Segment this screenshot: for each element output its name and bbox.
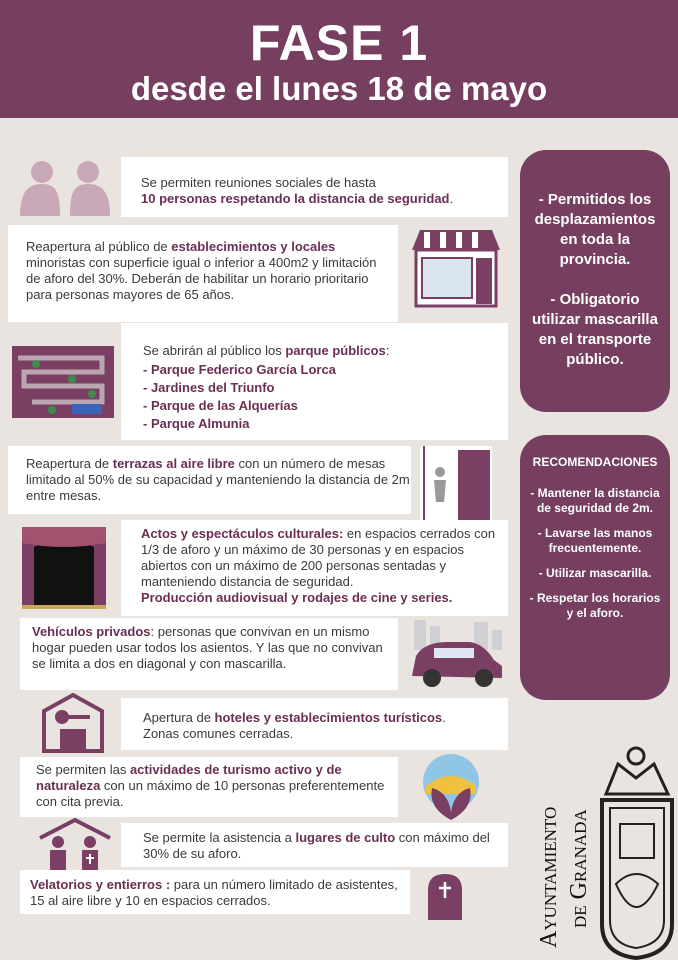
item-4-post: con un número de mesas limitado al 50% de su capacidad y manteniendo la distancia de 2m entre mesas.: [26, 456, 410, 503]
item-nature-tourism: [20, 757, 398, 817]
item-10-highlight: Velatorios y entierros :: [30, 877, 171, 892]
item-10-post: para un número limitado de asistentes, 15 al aire libre y 10 en espacios cerrados.: [30, 877, 398, 908]
item-8-highlight: actividades de turismo activo y de naturaleza: [36, 762, 342, 793]
item-9-post: con máximo del 30% de su aforo.: [143, 830, 490, 861]
park-list-item: - Jardines del Triunfo: [143, 380, 275, 395]
item-hotels: [121, 698, 508, 750]
car-icon: [404, 616, 510, 694]
park-list-item: - Parque Almunia: [143, 416, 250, 431]
item-5-highlight: Actos y espectáculos culturales:: [141, 526, 344, 541]
item-2-post: minoristas con superficie igual o inferior a 400m2 y limitación de aforo del 30%. Deberán de habilitar un horario prioritario para personas mayores de 65 años.: [26, 255, 377, 302]
page-title: FASE 1: [249, 15, 429, 71]
item-places-of-worship: [121, 823, 508, 867]
theater-stage-icon: [22, 527, 106, 609]
park-list-item: - Parque de las Alquerías: [143, 398, 298, 413]
item-2-pre: Reapertura al público de: [26, 239, 172, 254]
ayuntamiento-logo-text: [528, 780, 598, 950]
item-6-post: : personas que convivan en un mismo hogar pueden usar todos los asientos. Y las que no convivan se limita a dos en diagonal y con mascarilla.: [32, 624, 383, 671]
item-public-parks: [121, 323, 508, 440]
item-7-highlight: hoteles y establecimientos turísticos: [214, 710, 443, 725]
item-1-text: Se permiten reuniones sociales de hasta: [141, 175, 376, 190]
recommendations-heading: RECOMENDACIONES: [532, 455, 658, 469]
item-3-pre: Se abrirán al público los: [143, 343, 286, 358]
people-meeting-icon: [14, 158, 116, 216]
park-list-item: - Parque Federico García Lorca: [143, 362, 336, 377]
item-1-highlight: 10 personas respetando la distancia de seguridad: [141, 191, 450, 206]
logo-line-2: de Granada: [566, 809, 592, 928]
terrace-icon: [420, 446, 492, 522]
item-5-highlight-2: Producción audiovisual y rodajes de cine y series.: [141, 590, 453, 605]
item-2-highlight: establecimientos y locales: [171, 239, 336, 254]
item-7-line2: Zonas comunes cerradas.: [143, 726, 294, 741]
granada-coat-of-arms-icon: [596, 734, 678, 960]
side-mask-text: - Obligatorio utilizar mascarilla en el transporte público.: [532, 291, 658, 368]
item-cultural-events: [121, 520, 508, 616]
shop-icon: [410, 228, 502, 308]
item-6-highlight: Vehículos privados: [32, 624, 151, 639]
park-map-icon: [12, 346, 114, 418]
logo-line-1: Ayuntamiento: [536, 806, 562, 948]
side-panel-recommendations: [520, 435, 670, 700]
item-3-highlight: parque públicos: [285, 343, 386, 358]
side-travel-text: - Permitidos los desplazamientos en toda la provincia.: [534, 191, 656, 268]
item-8-pre: Se permiten las: [36, 762, 130, 777]
church-people-icon: [38, 818, 112, 872]
nature-icon: [420, 752, 482, 822]
item-7-post: .: [442, 710, 446, 725]
header-banner: [0, 0, 678, 118]
item-4-highlight: terrazas al aire libre: [112, 456, 235, 471]
item-9-highlight: lugares de culto: [295, 830, 396, 845]
tombstone-icon: [426, 872, 464, 920]
item-8-post: con un máximo de 10 personas preferentemente con cita previa.: [36, 778, 385, 809]
item-4-pre: Reapertura de: [26, 456, 113, 471]
side-panel-travel: [520, 150, 670, 412]
item-5-post: en espacios cerrados con 1/3 de aforo y un máximo de 30 personas y en espacios abiertos con un máximo de 200 personas sentadas y manteniendo distancia de seguridad.: [141, 526, 496, 589]
recommendation-item: - Lavarse las manos frecuentemente.: [537, 526, 653, 555]
item-3-post: :: [385, 343, 390, 358]
item-wakes-burials: [20, 870, 410, 914]
recommendation-item: - Respetar los horarios y el aforo.: [529, 591, 661, 620]
item-private-vehicles: [20, 618, 398, 690]
item-social-gatherings: [121, 157, 508, 217]
page-subtitle: desde el lunes 18 de mayo: [130, 70, 548, 107]
item-9-pre: Se permite la asistencia a: [143, 830, 296, 845]
recommendation-item: - Mantener la distancia de seguridad de 2m.: [530, 486, 660, 515]
item-7-pre: Apertura de: [143, 710, 215, 725]
hotel-key-icon: [40, 693, 106, 753]
recommendation-item: - Utilizar mascarilla.: [538, 566, 652, 580]
item-shops-reopening: [8, 225, 398, 322]
item-1-punct: .: [449, 191, 454, 206]
item-terraces: [8, 446, 411, 514]
